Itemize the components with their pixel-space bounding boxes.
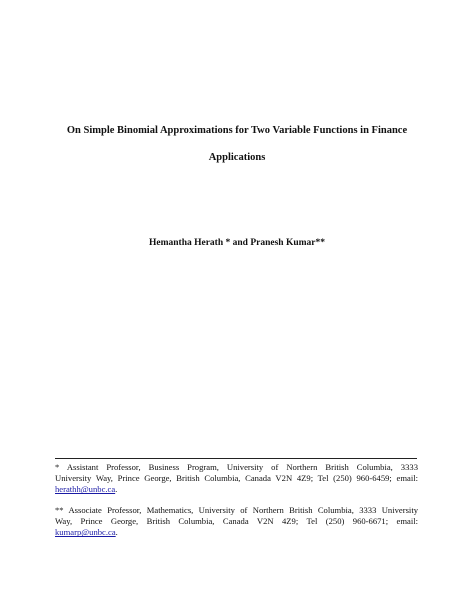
footnote-email-line <box>55 527 418 538</box>
footnote-line: University Way, Prince George, British Columbia, Canada V2N 4Z9; Tel (250) 960-6459; email: <box>55 473 418 484</box>
footnote-line: Way, Prince George, British Columbia, Canada V2N 4Z9; Tel (250) 960-6671; email: <box>55 516 418 527</box>
paper-title-line-1: On Simple Binomial Approximations for Two Variable Functions in Finance <box>66 125 408 136</box>
email-tail: . <box>115 484 118 495</box>
footnote-first-author <box>55 462 418 496</box>
footnote-second-author <box>55 505 418 539</box>
email-link-kumar[interactable]: kumarp@unbc.ca <box>55 527 116 538</box>
footnote-line: ** Associate Professor, Mathematics, University of Northern British Columbia, 3333 University <box>55 505 418 515</box>
footnote-line: * Assistant Professor, Business Program, University of Northern British Columbia, 3333 <box>55 462 418 472</box>
email-link-herath[interactable]: herathh@unbc.ca <box>55 484 116 495</box>
footnote-email-line <box>55 484 418 495</box>
footnote-separator <box>55 458 417 459</box>
paper-title-line-2: Applications <box>208 152 266 163</box>
email-tail: . <box>115 527 118 538</box>
author-line: Hemantha Herath * and Pranesh Kumar** <box>148 238 325 248</box>
